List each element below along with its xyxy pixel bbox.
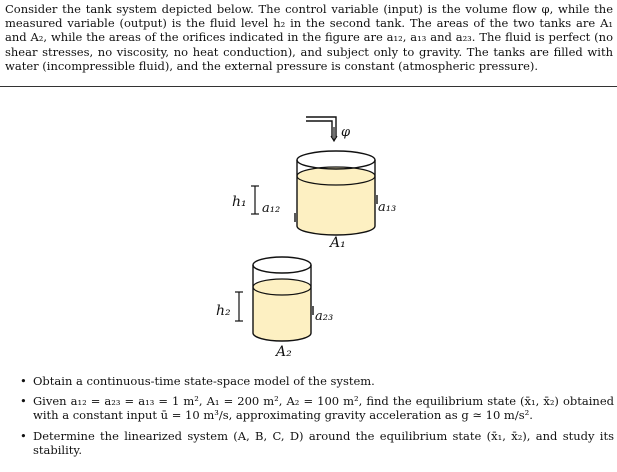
task-item: • Determine the linearized system (A, B, C, D) around the equilibrium state (x̄₁, x̄₂), and study its stability. <box>20 429 614 457</box>
tank-2 <box>253 257 313 341</box>
a13-label: a₁₃ <box>378 200 397 215</box>
a23-label: a₂₃ <box>315 309 334 324</box>
problem-statement: Consider the tank system depicted below. The control variable (input) is the volume flow φ, while the measured variable (output) is the fluid level h₂ in the second tank. The areas of the two tanks are A₁ and A₂, while the areas of the orifices indicated in the figure are a₁₂, a₁₃ and a₂₃. The fluid is perfect (no shear stresses, no viscosity, no heat conduction), and subject only to gravity. The tanks are filled with water (incompressible fluid), and the external pressure is constant (atmospheric pressure). <box>5 2 613 73</box>
tank-1 <box>295 151 377 235</box>
A2-label: A₂ <box>276 344 292 360</box>
h1-dimension <box>251 186 259 214</box>
inflow-pipe <box>306 117 337 141</box>
a12-label: a₁₂ <box>262 201 281 216</box>
tank-1-rim <box>297 151 375 169</box>
flow-label: φ <box>341 125 351 140</box>
tank-2-rim <box>253 257 311 273</box>
h2-label: h₂ <box>216 303 231 319</box>
task-item: • Given a₁₂ = a₂₃ = a₁₃ = 1 m², A₁ = 200 m², A₂ = 100 m², find the equilibrium state (x̄₁, x̄₂) obtained with a constant input ū = 10 m³/s, approximating gravity acceleration as g ≃ 10 m/s². <box>20 394 614 422</box>
task-item: • Obtain a continuous-time state-space model of the system. <box>20 374 614 388</box>
task-list <box>20 374 614 463</box>
h2-dimension <box>235 292 243 321</box>
h1-label: h₁ <box>232 194 247 210</box>
tank-2-fluid-surface <box>253 279 311 295</box>
section-divider <box>0 86 617 87</box>
tank-system-figure <box>0 100 617 362</box>
A1-label: A₁ <box>330 235 346 251</box>
